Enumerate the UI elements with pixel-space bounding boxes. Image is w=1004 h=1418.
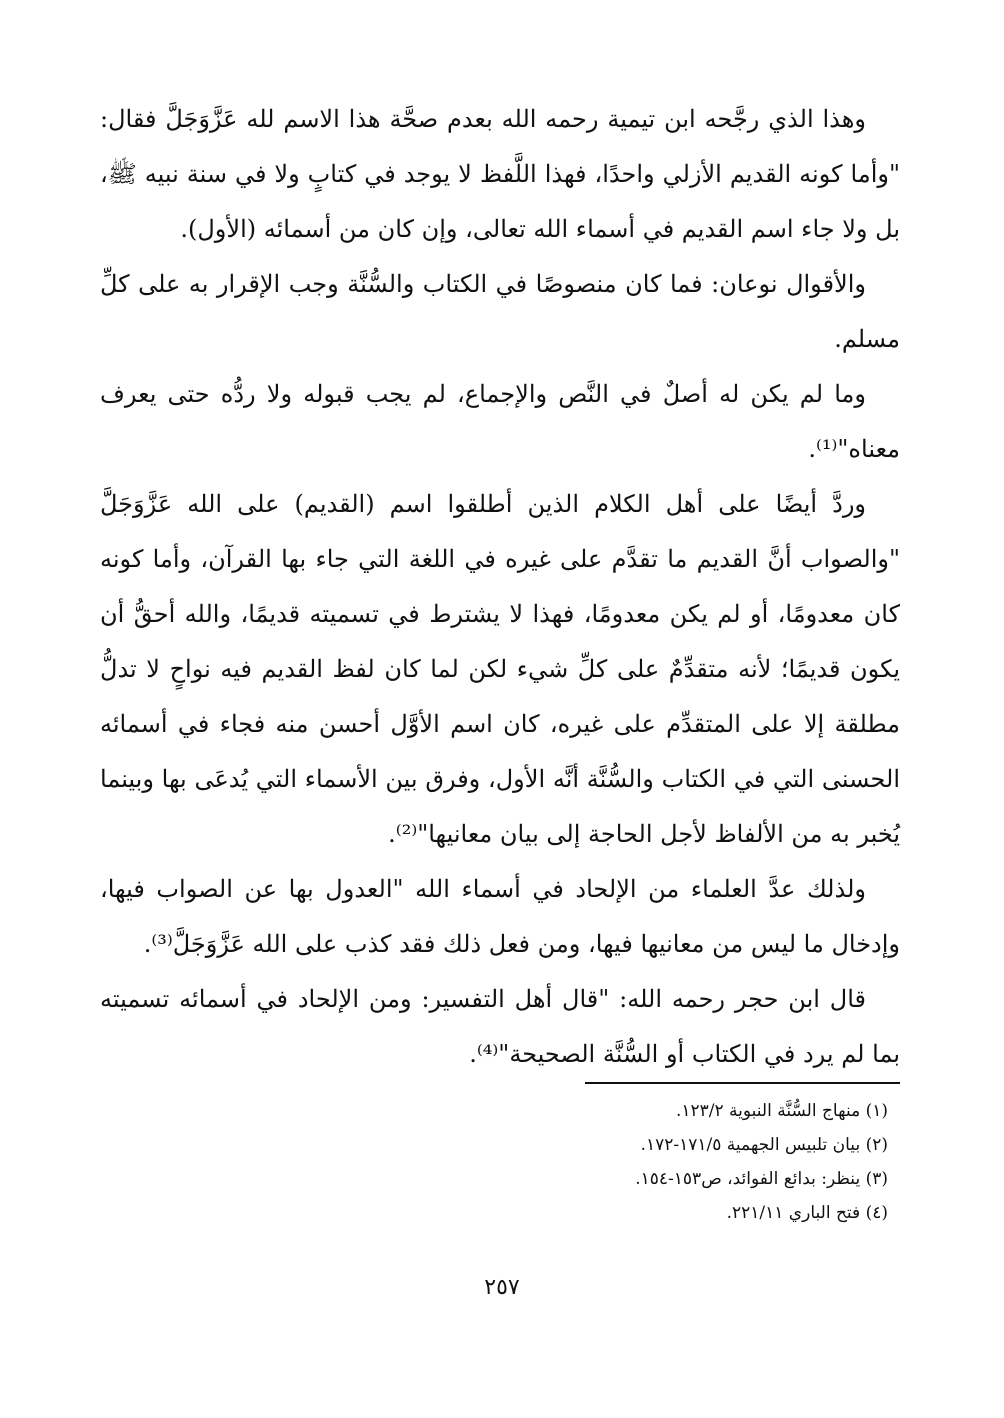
footnote-divider	[585, 1082, 900, 1084]
paragraph-1: وهذا الذي رجَّحه ابن تيمية رحمه الله بعدم صحَّة هذا الاسم لله عَزَّوَجَلَّ فقال: "وأما كونه القديم الأزلي واحدًا، فهذا اللَّفظ لا يوجد في كتابٍ ولا في سنة نبيه ﷺ، بل ولا جاء اسم القديم في أسماء الله تعالى، وإن كان من أسمائه (الأول).	[100, 105, 900, 243]
footnote-4: (٤) فتح الباري ٢٢١/١١.	[726, 1203, 888, 1223]
paragraph-4: وردَّ أيضًا على أهل الكلام الذين أطلقوا اسم (القديم) على الله عَزَّوَجَلَّ "والصواب أنَّ القديم ما تقدَّم على غيره في اللغة التي جاء بها القرآن، وأما كونه كان معدومًا، أو لم يكن معدومًا، فهذا لا يشترط في تسميته قديمًا، والله أحقُّ أن يكون قديمًا؛ لأنه متقدِّمٌ على كلِّ شيء لكن لما كان لفظ القديم فيه نواحٍ لا تدلُّ مطلقة إلا على المتقدِّم على غيره، كان اسم الأوَّل أحسن منه فجاء في أسمائه الحسنى التي في الكتاب والسُّنَّة أنَّه الأول، وفرق بين الأسماء التي يُدعَى بها وبينما يُخبر به من الألفاظ لأجل الحاجة إلى بيان معانيها"⁽²⁾.	[100, 490, 900, 848]
footnote-3: (٣) ينظر: بدائع الفوائد، ص١٥٣-١٥٤.	[635, 1169, 888, 1189]
footnote-1: (١) منهاج السُّنَّة النبوية ١٢٣/٢.	[675, 1101, 888, 1121]
paragraph-5: ولذلك عدَّ العلماء من الإلحاد في أسماء الله "العدول بها عن الصواب فيها، وإدخال ما ليس من معانيها فيها، ومن فعل ذلك فقد كذب على الله عَزَّوَجَلَّ⁽³⁾.	[100, 875, 900, 958]
page-number: ٢٥٧	[484, 1275, 520, 1300]
footnote-2: (٢) بيان تلبيس الجهمية ١٧١/٥-١٧٢.	[640, 1135, 888, 1155]
paragraph-3: وما لم يكن له أصلٌ في النَّص والإجماع، لم يجب قبوله ولا ردُّه حتى يعرف معناه"⁽¹⁾.	[100, 380, 900, 463]
paragraph-6: قال ابن حجر رحمه الله: "قال أهل التفسير: ومن الإلحاد في أسمائه تسميته بما لم يرد في الكتاب أو السُّنَّة الصحيحة"⁽⁴⁾.	[100, 985, 900, 1068]
paragraph-2: والأقوال نوعان: فما كان منصوصًا في الكتاب والسُّنَّة وجب الإقرار به على كلِّ مسلم.	[100, 270, 900, 353]
footnotes-section	[100, 1082, 900, 1230]
page-body	[100, 92, 900, 1082]
